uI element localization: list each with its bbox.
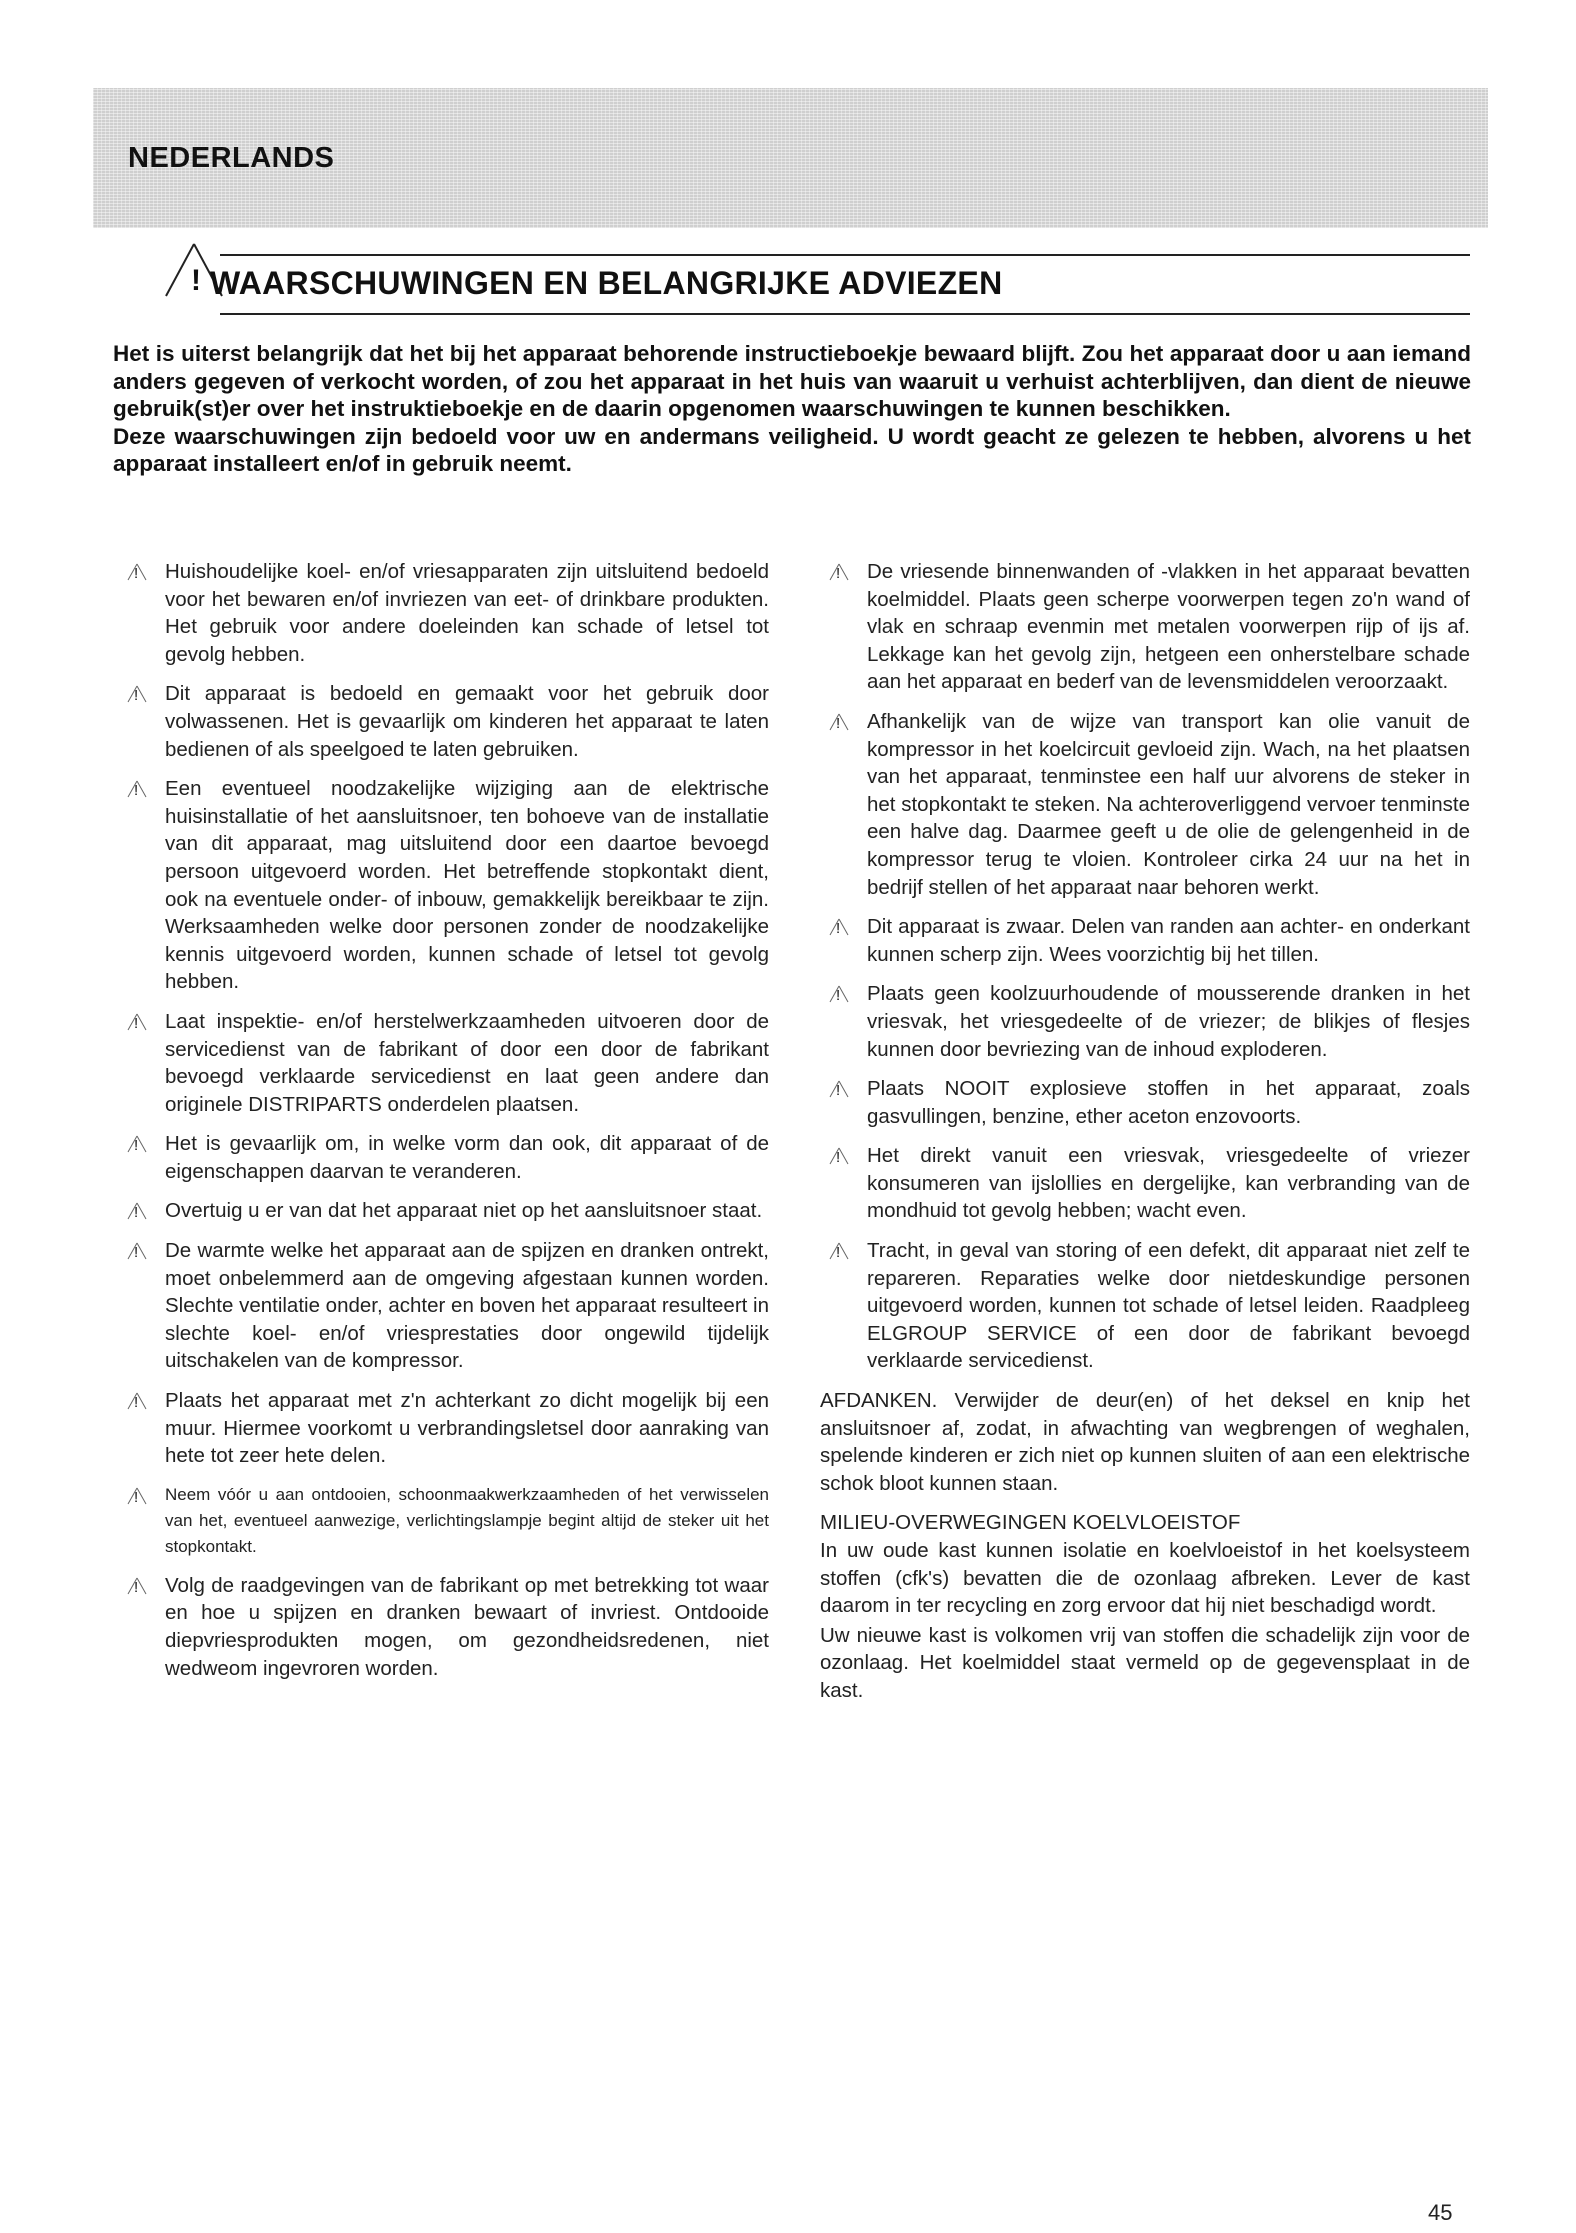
- svg-text:!: !: [134, 1488, 139, 1506]
- warning-triangle-icon: [826, 1146, 860, 1166]
- svg-text:!: !: [134, 1137, 139, 1155]
- warning-item: [820, 708, 1470, 901]
- svg-text:!: !: [134, 1244, 139, 1262]
- warning-text: Tracht, in geval van storing of een defekt, dit apparaat niet zelf te repareren. Reparaties welke door nietdeskundige personen uitgevoerd worden, kunnen tot schade of letsel leiden. Raadpleeg ELGROUP SERVICE of een door de fabrikant bevoegd verklaarde servicedienst.: [867, 1239, 1470, 1373]
- warning-text: Het is gevaarlijk om, in welke vorm dan ook, dit apparaat of de eigenschappen daarvan te veranderen.: [165, 1132, 769, 1183]
- warning-item: [118, 1237, 769, 1375]
- warning-text: Dit apparaat is zwaar. Delen van randen aan achter- en onderkant kunnen scherp zijn. Wees voorzichtig bij het tillen.: [867, 915, 1470, 966]
- warning-item: [820, 913, 1470, 968]
- svg-text:!: !: [134, 1578, 139, 1596]
- svg-text:!: !: [836, 1244, 841, 1262]
- page-number: 45: [1428, 2200, 1453, 2225]
- right-column: [820, 558, 1470, 1707]
- intro-text: [113, 340, 1471, 478]
- warning-item: [118, 1572, 769, 1682]
- svg-text:!: !: [134, 687, 139, 705]
- svg-text:!: !: [836, 1082, 841, 1100]
- warning-item: [820, 1075, 1470, 1130]
- warning-triangle-icon: [124, 1391, 158, 1411]
- warning-triangle-icon: [124, 1201, 158, 1221]
- warning-item: [820, 1237, 1470, 1375]
- warning-text: Plaats geen koolzuurhoudende of mousserende dranken in het vriesvak, het vriesgedeelte of de vriezer; de blikjes of flesjes kunnen door bevriezing van de inhoud exploderen.: [867, 982, 1470, 1061]
- svg-text:!: !: [836, 565, 841, 582]
- warning-item: [820, 1142, 1470, 1225]
- warning-text: De warmte welke het apparaat aan de spijzen en dranken ontrekt, moet onbelemmerd aan de omgeving afgestaan kunnen worden. Slechte ventilatie onder, achter en boven het apparaat resulteert in slechte koel- en/of vriesprestaties door ongewild tijdelijk uitschakelen van de kompressor.: [165, 1239, 770, 1373]
- warning-triangle-icon: [124, 779, 158, 799]
- warning-text: Afhankelijk van de wijze van transport kan olie vanuit de kompressor in het koelcircuit gevloeid zijn. Wach, na het plaatsen van het apparaat, tenminstee een half uur alvorens de steker in het stopkontakt te steken. Na achteroverliggend vervoer tenminste een halve dag. Daarmee geeft u de olie de gelengenheid in de kompressor terug te vloien. Kontroleer cirka 24 uur na het in bedrijf stellen of het apparaat naar behoren werkt.: [867, 709, 1470, 899]
- page-title: WAARSCHUWINGEN EN BELANGRIJKE ADVIEZEN: [210, 265, 1003, 301]
- svg-text:!: !: [134, 1204, 139, 1222]
- warning-text: Huishoudelijke koel- en/of vriesapparaten zijn uitsluitend bedoeld voor het bewaren en/of invriezen van eet- of drinkbare produkten. Het gebruik voor andere doeleinden kan schade of letsel tot gevolg hebben.: [165, 560, 769, 666]
- warning-text: Het direkt vanuit een vriesvak, vriesgedeelte of vriezer konsumeren van ijslollies en dergelijke, kan verbranding van de mondhuid tot gevolg hebben; wacht even.: [867, 1144, 1470, 1223]
- warning-triangle-icon: [124, 562, 158, 582]
- warning-triangle-icon: [826, 712, 860, 732]
- warning-item: [118, 1130, 769, 1185]
- svg-text:!: !: [134, 782, 139, 800]
- heading-rule-bottom: [220, 313, 1470, 315]
- heading-rule-top: [220, 254, 1470, 256]
- warning-item: [820, 980, 1470, 1063]
- warning-item: [820, 558, 1470, 696]
- warning-triangle-icon: [124, 684, 158, 704]
- warning-triangle-icon: [826, 1241, 860, 1261]
- warning-triangle-icon: [124, 1241, 158, 1261]
- warning-triangle-icon: [826, 984, 860, 1004]
- warning-text: Volg de raadgevingen van de fabrikant op met betrekking tot waar en hoe u spijzen en dranken bewaart of invriest. Ontdooide diepvriesprodukten mogen, om gezondheidsredenen, niet wedweom ingevroren worden.: [165, 1573, 769, 1680]
- language-label: NEDERLANDS: [128, 142, 335, 174]
- disposal-text: AFDANKEN. Verwijder de deur(en) of het deksel en knip het ansluitsnoer af, zodat, in afwachting van wegbrengen of weghalen, spelende kinderen er zich niet op kunnen sluiten of aan een elektrische schok bloot kunnen staan.: [820, 1389, 1470, 1495]
- warning-text: Laat inspektie- en/of herstelwerkzaamheden uitvoeren door de servicedienst van de fabrikant of door een door de fabrikant bevoegd verklaarde servicedienst en laat geen andere dan originele DISTRIPARTS onderdelen plaatsen.: [165, 1009, 769, 1116]
- left-column: [118, 558, 769, 1694]
- svg-text:!: !: [134, 565, 139, 582]
- svg-text:!: !: [836, 920, 841, 938]
- intro-paragraph: Deze waarschuwingen zijn bedoeld voor uw en andermans veiligheid. U wordt geacht ze gelezen te hebben, alvorens u het apparaat installeert en/of in gebruik neemt.: [113, 423, 1471, 476]
- svg-text:!: !: [836, 987, 841, 1005]
- warning-item: [118, 1008, 769, 1118]
- environment-text: Uw nieuwe kast is volkomen vrij van stoffen die schadelijk zijn voor de ozonlaag. Het koelmiddel staat vermeld op de gegevensplaat in de kast.: [820, 1623, 1470, 1702]
- warning-item: [118, 1387, 769, 1470]
- warning-text: Plaats het apparaat met z'n achterkant zo dicht mogelijk bij een muur. Hiermee voorkomt u verbrandingsletsel door aanraking van hete tot zeer hete delen.: [165, 1389, 769, 1468]
- warning-text: Neem vóór u aan ontdooien, schoonmaakwerkzaamheden of het verwisselen van het, eventueel aanwezige, verlichtingslampje begint altijd de steker uit het stopkontakt.: [165, 1484, 769, 1556]
- warning-triangle-icon: [124, 1576, 158, 1596]
- warning-item: [118, 680, 769, 763]
- environment-text: In uw oude kast kunnen isolatie en koelvloeistof in het koelsysteem stoffen (cfk's) bevatten die de ozonlaag afbreken. Lever de kast daarom in ter recycling en zorg ervoor dat hij niet beschadigd wordt.: [820, 1539, 1470, 1618]
- warning-heading: [160, 240, 1470, 315]
- warning-text: Een eventueel noodzakelijke wijziging aan de elektrische huisinstallatie of het aansluitsnoer, ten bohoeve van de installatie van dit apparaat, mag uitsluitend door een daartoe bevoegd persoon uitgevoerd worden. Het betreffende stopkontakt dient, ook na eventuele onder- of inbouw, gemakkelijk bereikbaar te zijn. Werksaamheden welke door personen zonder de noodzakelijke kennis uitgevoerd worden, kunnen schade of letsel tot gevolg hebben.: [165, 777, 769, 994]
- svg-text:!: !: [836, 1149, 841, 1167]
- warning-triangle-icon: [826, 1079, 860, 1099]
- warning-triangle-icon: [124, 1486, 158, 1506]
- warning-text: De vriesende binnenwanden of -vlakken in het apparaat bevatten koelmiddel. Plaats geen scherpe voorwerpen tegen zo'n wand of vlak en schraap evenmin met metalen voorwerpen rijp of ijs af. Lekkage kan het gevolg zijn, hetgeen een onherstelbare schade aan het apparaat en bederf van de levensmiddelen veroorzaakt.: [867, 560, 1470, 694]
- intro-paragraph: Het is uiterst belangrijk dat het bij het apparaat behorende instructieboekje bewaard blijft. Zou het apparaat door u aan iemand anders gegeven of verkocht worden, of zou het apparaat in het huis van waaruit u verhuist achterblijven, dan dient de nieuwe gebruik(st)er over het instruktieboekje en de daarin opgenomen waarschuwingen te kunnen beschikken.: [113, 341, 1471, 421]
- warning-item: [118, 558, 769, 668]
- warning-text: Plaats NOOIT explosieve stoffen in het apparaat, zoals gasvullingen, benzine, ether aceton enzovoorts.: [867, 1077, 1470, 1128]
- environment-heading: MILIEU-OVERWEGINGEN KOELVLOEISTOF: [820, 1511, 1241, 1535]
- svg-text:!: !: [134, 1394, 139, 1412]
- warning-triangle-icon: [826, 917, 860, 937]
- svg-text:!: !: [134, 1014, 139, 1032]
- warning-item: [118, 1197, 769, 1225]
- warning-item: [118, 1482, 769, 1560]
- warning-text: Overtuig u er van dat het apparaat niet op het aansluitsnoer staat.: [165, 1199, 763, 1223]
- warning-triangle-icon: [826, 562, 860, 582]
- svg-text:!: !: [191, 264, 201, 297]
- warning-text: Dit apparaat is bedoeld en gemaakt voor het gebruik door volwassenen. Het is gevaarlijk om kinderen het apparaat te laten bedienen of als speelgoed te laten gebruiken.: [165, 682, 769, 761]
- svg-text:!: !: [836, 714, 841, 732]
- warning-triangle-icon: [124, 1134, 158, 1154]
- warning-item: [118, 775, 769, 996]
- warning-triangle-icon: [124, 1012, 158, 1032]
